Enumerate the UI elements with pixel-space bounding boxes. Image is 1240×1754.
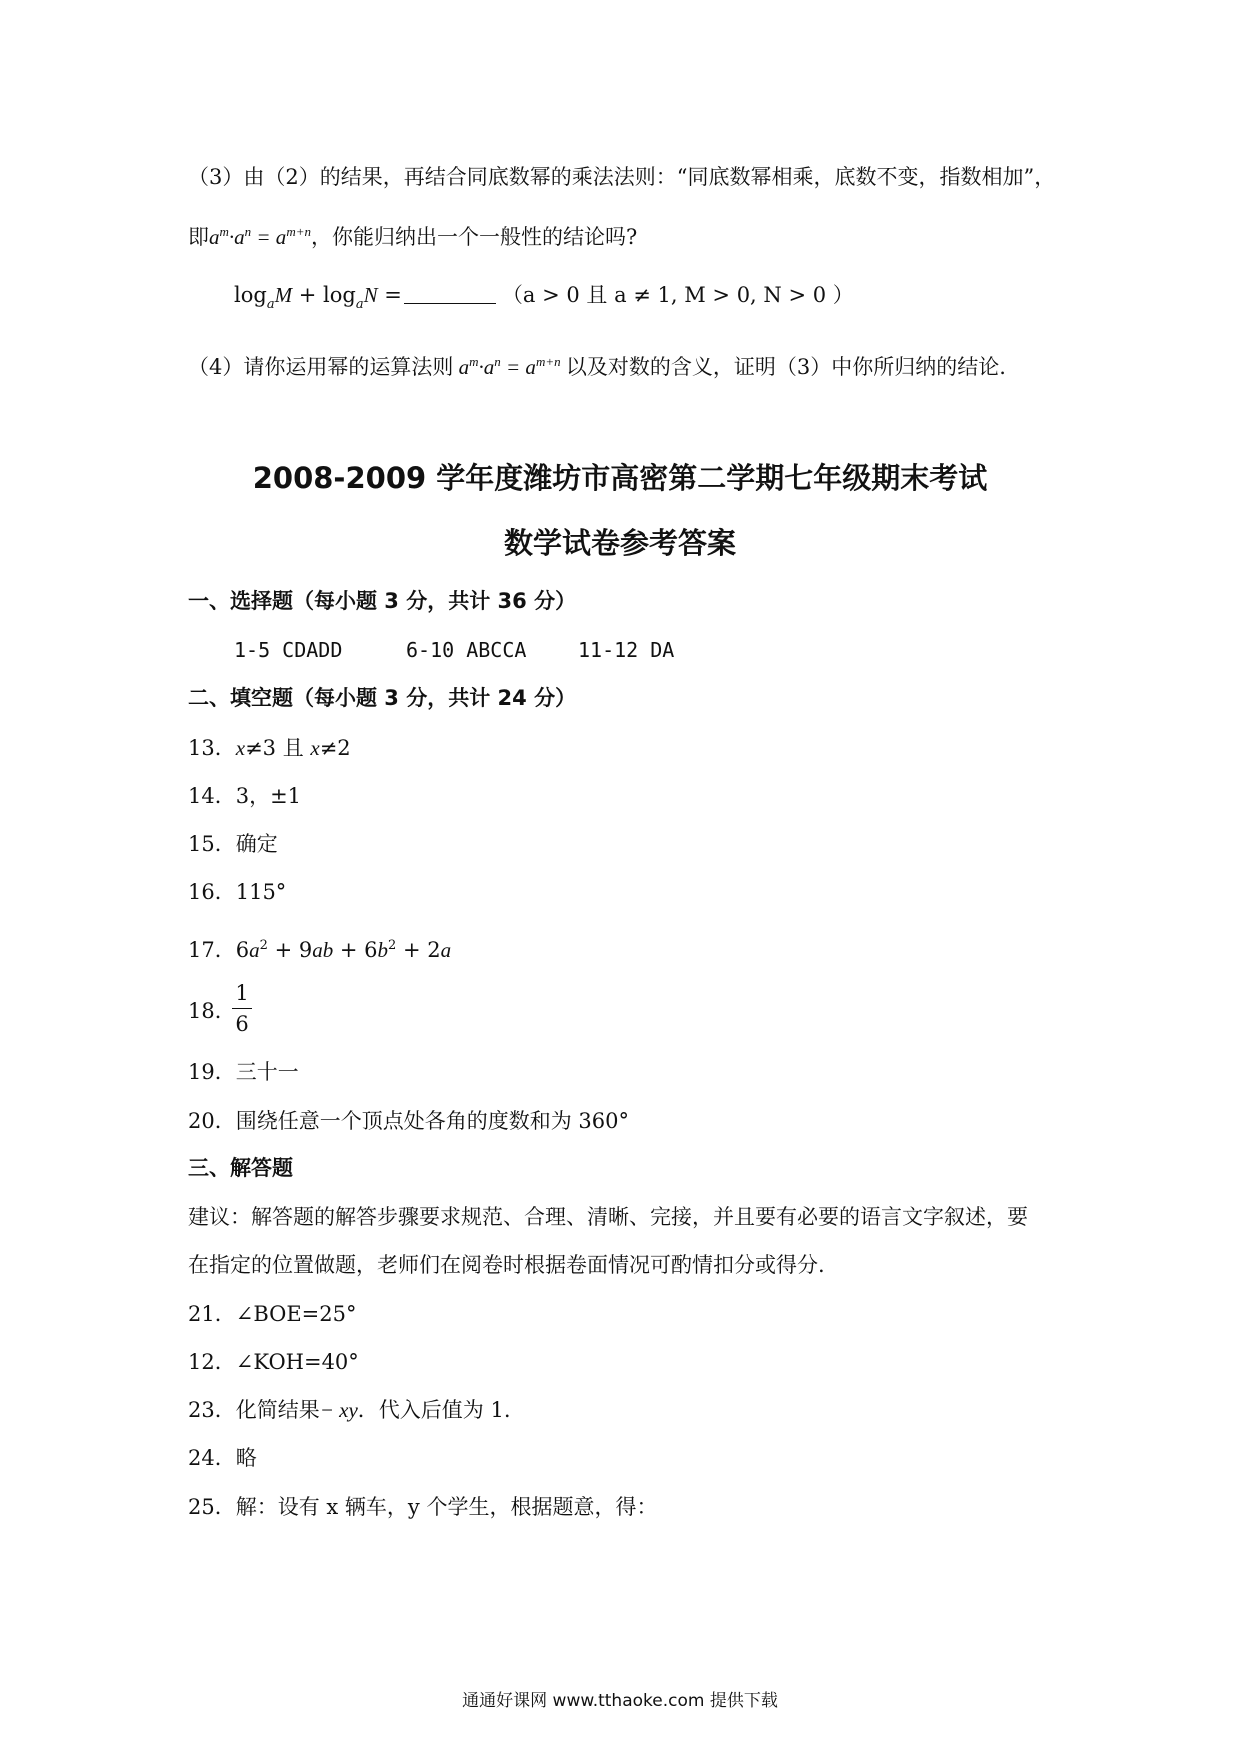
problem-3-line-2 <box>188 222 637 252</box>
log-sum-formula: $\log_aM + \log_aN$ = <box>234 283 402 312</box>
power-rule-formula-2: $a^m\cdot a^n = a^{m+n}$ <box>453 354 561 379</box>
problem-4-line <box>188 352 1006 382</box>
problem-3-prefix: 即 <box>188 225 209 249</box>
answer-key-title: 2008-2009 学年度潍坊市高密第二学期七年级期末考试 <box>252 461 988 495</box>
answer-17 <box>188 935 451 965</box>
choice-group-3: 11-12 DA <box>578 638 675 662</box>
answer-13 <box>188 733 351 763</box>
problem-3-line-1: （3）由（2）的结果，再结合同底数幂的乘法法则：“同底数幂相乘，底数不变，指数相加”， <box>188 165 1056 189</box>
choice-group-1: 1-5 CDADD <box>234 638 343 662</box>
answer-14: 14．3，±1 <box>188 784 302 808</box>
answer-17-expr: $6a^2 + 9ab + 6b^2 + 2a$ <box>235 938 452 962</box>
answer-18-number: 18． <box>188 999 236 1023</box>
fraction-bar <box>232 1008 252 1009</box>
section-3-heading: 三、解答题 <box>188 1156 293 1180</box>
fraction-denominator: 6 <box>235 1012 249 1036</box>
problem-4-suffix: 以及对数的含义，证明（3）中你所归纳的结论. <box>565 355 1006 379</box>
answer-21: 21．∠BOE=25° <box>188 1302 357 1326</box>
log-formula-line <box>234 280 854 310</box>
choice-answers <box>234 635 674 665</box>
section-2-heading: 二、填空题（每小题 3 分，共计 24 分） <box>188 686 577 710</box>
problem-4-prefix: （4）请你运用幂的运算法则 <box>188 355 454 379</box>
answer-13-expr: x≠3 且 x≠2 <box>235 736 351 760</box>
answer-18-fraction <box>232 980 252 1037</box>
answer-19: 19．三十一 <box>188 1060 299 1084</box>
section-1-heading: 一、选择题（每小题 3 分，共计 36 分） <box>188 589 577 613</box>
fraction-numerator: 1 <box>235 981 249 1005</box>
answer-24: 24．略 <box>188 1446 257 1470</box>
answer-23 <box>188 1395 511 1425</box>
answer-23-expr: − xy <box>319 1398 358 1422</box>
answer-23-prefix: 23．化简结果 <box>188 1398 320 1422</box>
problem-3-question: ，你能归纳出一个一般性的结论吗? <box>310 225 638 249</box>
answer-17-number: 17． <box>188 938 236 962</box>
log-conditions: （a > 0 且 a ≠ 1, M > 0, N > 0 ） <box>501 283 854 307</box>
power-rule-formula: $a^m\cdot a^n = a^{m+n}$ <box>209 224 311 249</box>
answer-16: 16．115° <box>188 880 287 904</box>
choice-group-2: 6-10 ABCCA <box>406 638 527 662</box>
advice-line-1: 建议：解答题的解答步骤要求规范、合理、清晰、完接，并且要有必要的语言文字叙述，要 <box>188 1205 1028 1229</box>
answer-20: 20．围绕任意一个顶点处各角的度数和为 360° <box>188 1109 629 1133</box>
answer-25: 25．解：设有 x 辆车，y 个学生，根据题意，得： <box>188 1495 658 1519</box>
answer-22: 12．∠KOH=40° <box>188 1350 359 1374</box>
advice-line-2: 在指定的位置做题，老师们在阅卷时根据卷面情况可酌情扣分或得分. <box>188 1253 825 1277</box>
answer-13-number: 13． <box>188 736 236 760</box>
answer-blank <box>404 283 496 304</box>
answer-key-subtitle: 数学试卷参考答案 <box>503 526 736 560</box>
answer-23-suffix: ．代入后值为 1. <box>357 1398 511 1422</box>
page-footer: 通通好课网 www.tthaoke.com 提供下载 <box>462 1691 778 1711</box>
answer-15: 15．确定 <box>188 832 278 856</box>
